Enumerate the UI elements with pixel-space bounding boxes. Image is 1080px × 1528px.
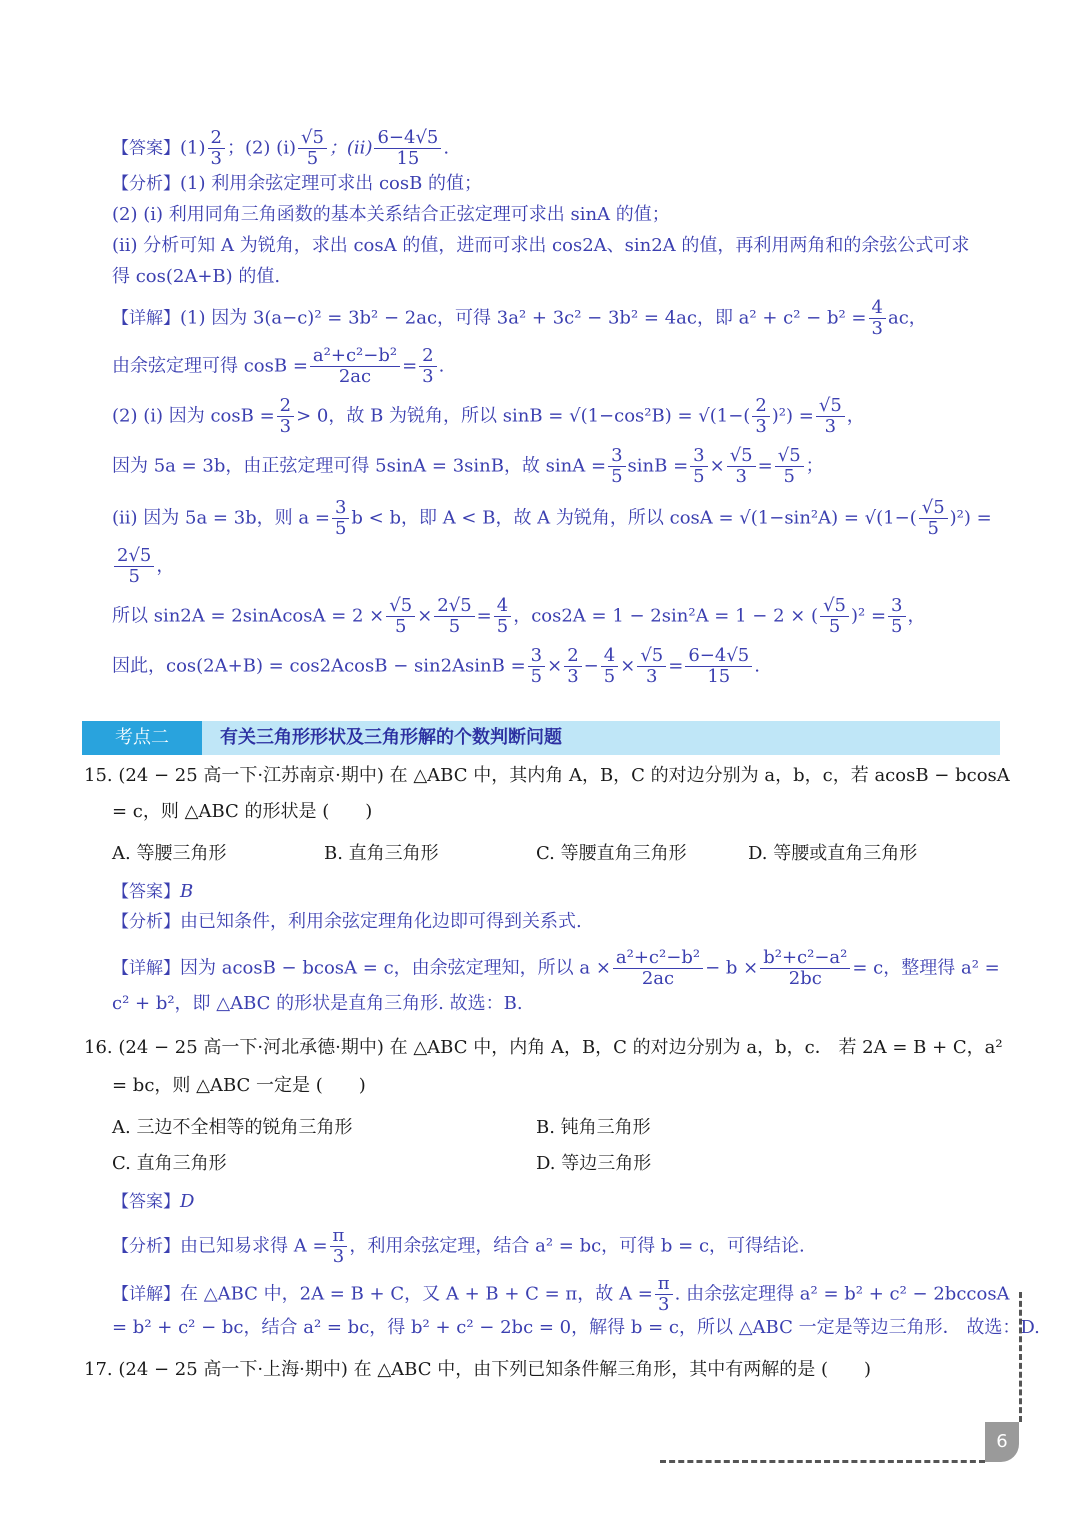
detail-line-7: 所以 sin2A = 2sinAcosA = 2 × $\frac{√5}{5}$ × $\frac{2√5}{5}$ = $\frac{4}{5}$ ，cos2A = 1 − 2sin²A = 1 − 2 × ( $\frac{√5}{5}$ )² = $\frac{3}{5}$ ， — [112, 595, 926, 637]
fraction: $\frac{\text{a²+c²−b²}}{2ac}$ — [310, 346, 400, 387]
fraction: $\frac{√5}{5}$ — [386, 596, 415, 637]
q15-stem-line-1: 15. (24 − 25 高一下·江苏南京·期中) 在 △ABC 中，其内角 A，B，C 的对边分别为 a，b，c，若 acosB − bcosA — [84, 765, 1010, 786]
page-border-dashed-horizontal — [660, 1460, 985, 1463]
fraction: $\frac{\pi}{3}$ — [655, 1274, 673, 1315]
page-number: 6 — [985, 1422, 1019, 1462]
fraction: $\frac{\text{a²+c²−b²}}{2ac}$ — [613, 948, 703, 989]
fraction: $\frac{2√5}{5}$ — [114, 546, 154, 587]
fraction: $\frac{2}{3}$ — [564, 646, 581, 687]
detail-line-2: 由余弦定理可得 cosB = $\frac{\text{a²+c²−b²}}{2ac}$ = $\frac{2}{3}$ . — [112, 345, 445, 387]
fraction: $\frac{√5}{5}$ — [820, 596, 849, 637]
fraction: $\frac{2}{3}$ — [208, 128, 225, 169]
fraction: $\frac{2}{3}$ — [419, 346, 436, 387]
answer-line-1: 【答案】(1) $\frac{2}{3}$ ；(2) (i) $\frac{√5}{5}$ ；(ii) $\frac{6-4√5}{15}$ . — [112, 127, 450, 169]
fraction: $\frac{3}{5}$ — [690, 446, 707, 487]
q15-detail-line-2: c² + b²，即 △ABC 的形状是直角三角形. 故选：B. — [112, 993, 523, 1014]
fraction: $\frac{3}{5}$ — [528, 646, 545, 687]
q16-detail-line-2: = b² + c² − bc，结合 a² = bc，得 b² + c² − 2bc = 0，解得 b = c，所以 △ABC 一定是等边三角形． 故选：D. — [112, 1317, 1040, 1338]
fraction: $\frac{6-4√5}{15}$ — [685, 646, 752, 687]
fraction: $\frac{\text{b²+c²−a²}}{2bc}$ — [760, 948, 850, 989]
fraction: $\frac{2√5}{5}$ — [434, 596, 474, 637]
section-label: 考点二 — [82, 721, 202, 755]
fraction: $\frac{6-4√5}{15}$ — [374, 128, 441, 169]
section-title: 有关三角形形状及三角形解的个数判断问题 — [220, 727, 562, 748]
q16-detail-line-1: 【详解】在 △ABC 中，2A = B + C，又 A + B + C = π，故 A = $\frac{\pi}{3}$ . 由余弦定理得 a² = b² + c² − 2bccosA — [112, 1273, 1010, 1315]
q16-answer: 【答案】D — [112, 1191, 195, 1212]
fraction: $\frac{√5}{3}$ — [816, 396, 845, 437]
fraction: $\frac{2}{3}$ — [277, 396, 294, 437]
analysis-line-4: 得 cos(2A+B) 的值. — [112, 266, 281, 287]
fraction: $\frac{√5}{3}$ — [727, 446, 756, 487]
fraction: $\frac{4}{5}$ — [601, 646, 618, 687]
detail-line-5: (ii) 因为 5a = 3b，则 a = $\frac{3}{5}$ b < b，即 A < B，故 A 为锐角，所以 cosA = √(1−sin²A) = √(1−( $\frac{√5}{5}$ )²) = — [112, 497, 992, 539]
q15-answer: 【答案】B — [112, 881, 194, 902]
detail-line-3: (2) (i) 因为 cosB = $\frac{2}{3}$ > 0，故 B 为锐角，所以 sinB = √(1−cos²B) = √(1−( $\frac{2}{3}$ )²) = $\frac{√5}{3}$ ， — [112, 395, 865, 437]
q15-option-b: B. 直角三角形 — [324, 843, 439, 864]
q16-stem-line-2: = bc，则 △ABC 一定是 ( ) — [112, 1075, 366, 1096]
fraction: $\frac{3}{5}$ — [608, 446, 625, 487]
fraction: $\frac{4}{5}$ — [494, 596, 511, 637]
analysis-line-1: 【分析】(1) 利用余弦定理可求出 cosB 的值； — [112, 173, 483, 194]
q15-option-c: C. 等腰直角三角形 — [536, 843, 687, 864]
page-border-dashed-vertical — [1019, 1292, 1022, 1422]
analysis-line-2: (2) (i) 利用同角三角函数的基本关系结合正弦定理可求出 sinA 的值； — [112, 204, 670, 225]
q15-detail-line-1: 【详解】因为 acosB − bcosA = c，由余弦定理知，所以 a × $\frac{\text{a²+c²−b²}}{2ac}$ − b × $\frac{\text{b²+c²−a²}}{2bc}$ = c，整理得 a² = — [112, 947, 1000, 989]
fraction: $\frac{\pi}{3}$ — [330, 1226, 348, 1267]
fraction: $\frac{√5}{5}$ — [298, 128, 327, 169]
fraction: $\frac{4}{3}$ — [869, 298, 886, 339]
q16-option-a: A. 三边不全相等的锐角三角形 — [112, 1117, 353, 1138]
fraction: $\frac{2}{3}$ — [752, 396, 769, 437]
q15-analysis: 【分析】由已知条件，利用余弦定理角化边即可得到关系式. — [112, 911, 582, 932]
q16-stem-line-1: 16. (24 − 25 高一下·河北承德·期中) 在 △ABC 中，内角 A，B，C 的对边分别为 a，b，c． 若 2A = B + C，a² — [84, 1037, 1003, 1058]
q16-analysis: 【分析】由已知易求得 A = $\frac{\pi}{3}$ ，利用余弦定理，结合 a² = bc，可得 b = c，可得结论. — [112, 1225, 805, 1267]
fraction: $\frac{3}{5}$ — [332, 498, 349, 539]
fraction: $\frac{3}{5}$ — [888, 596, 905, 637]
q16-option-c: C. 直角三角形 — [112, 1153, 227, 1174]
detail-line-8: 因此，cos(2A+B) = cos2AcosB − sin2AsinB = $\frac{3}{5}$ × $\frac{2}{3}$ − $\frac{4}{5}$ × $\frac{√5}{3}$ = $\frac{6-4√5}{15}$ . — [112, 645, 760, 687]
detail-line-4: 因为 5a = 3b，由正弦定理可得 5sinA = 3sinB，故 sinA = $\frac{3}{5}$ sinB = $\frac{3}{5}$ × $\frac{√5}{3}$ = $\frac{√5}{5}$ ； — [112, 445, 824, 487]
fraction: $\frac{√5}{3}$ — [637, 646, 666, 687]
fraction: $\frac{√5}{5}$ — [919, 498, 948, 539]
q15-option-d: D. 等腰或直角三角形 — [748, 843, 918, 864]
detail-line-6: $\frac{2√5}{5}$ ， — [112, 546, 174, 587]
q16-option-d: D. 等边三角形 — [536, 1153, 652, 1174]
analysis-line-3: (ii) 分析可知 A 为锐角，求出 cosA 的值，进而可求出 cos2A、sin2A 的值，再利用两角和的余弦公式可求 — [112, 235, 970, 256]
fraction: $\frac{√5}{5}$ — [775, 446, 804, 487]
q17-stem-line-1: 17. (24 − 25 高一下·上海·期中) 在 △ABC 中，由下列已知条件解三角形，其中有两解的是 ( ) — [84, 1359, 871, 1380]
q15-option-a: A. 等腰三角形 — [112, 843, 227, 864]
detail-line-1: 【详解】(1) 因为 3(a−c)² = 3b² − 2ac，可得 3a² + 3c² − 3b² = 4ac，即 a² + c² − b² = $\frac{4}{3}$ ac， — [112, 297, 927, 339]
q16-option-b: B. 钝角三角形 — [536, 1117, 651, 1138]
q15-stem-line-2: = c，则 △ABC 的形状是 ( ) — [112, 801, 373, 822]
